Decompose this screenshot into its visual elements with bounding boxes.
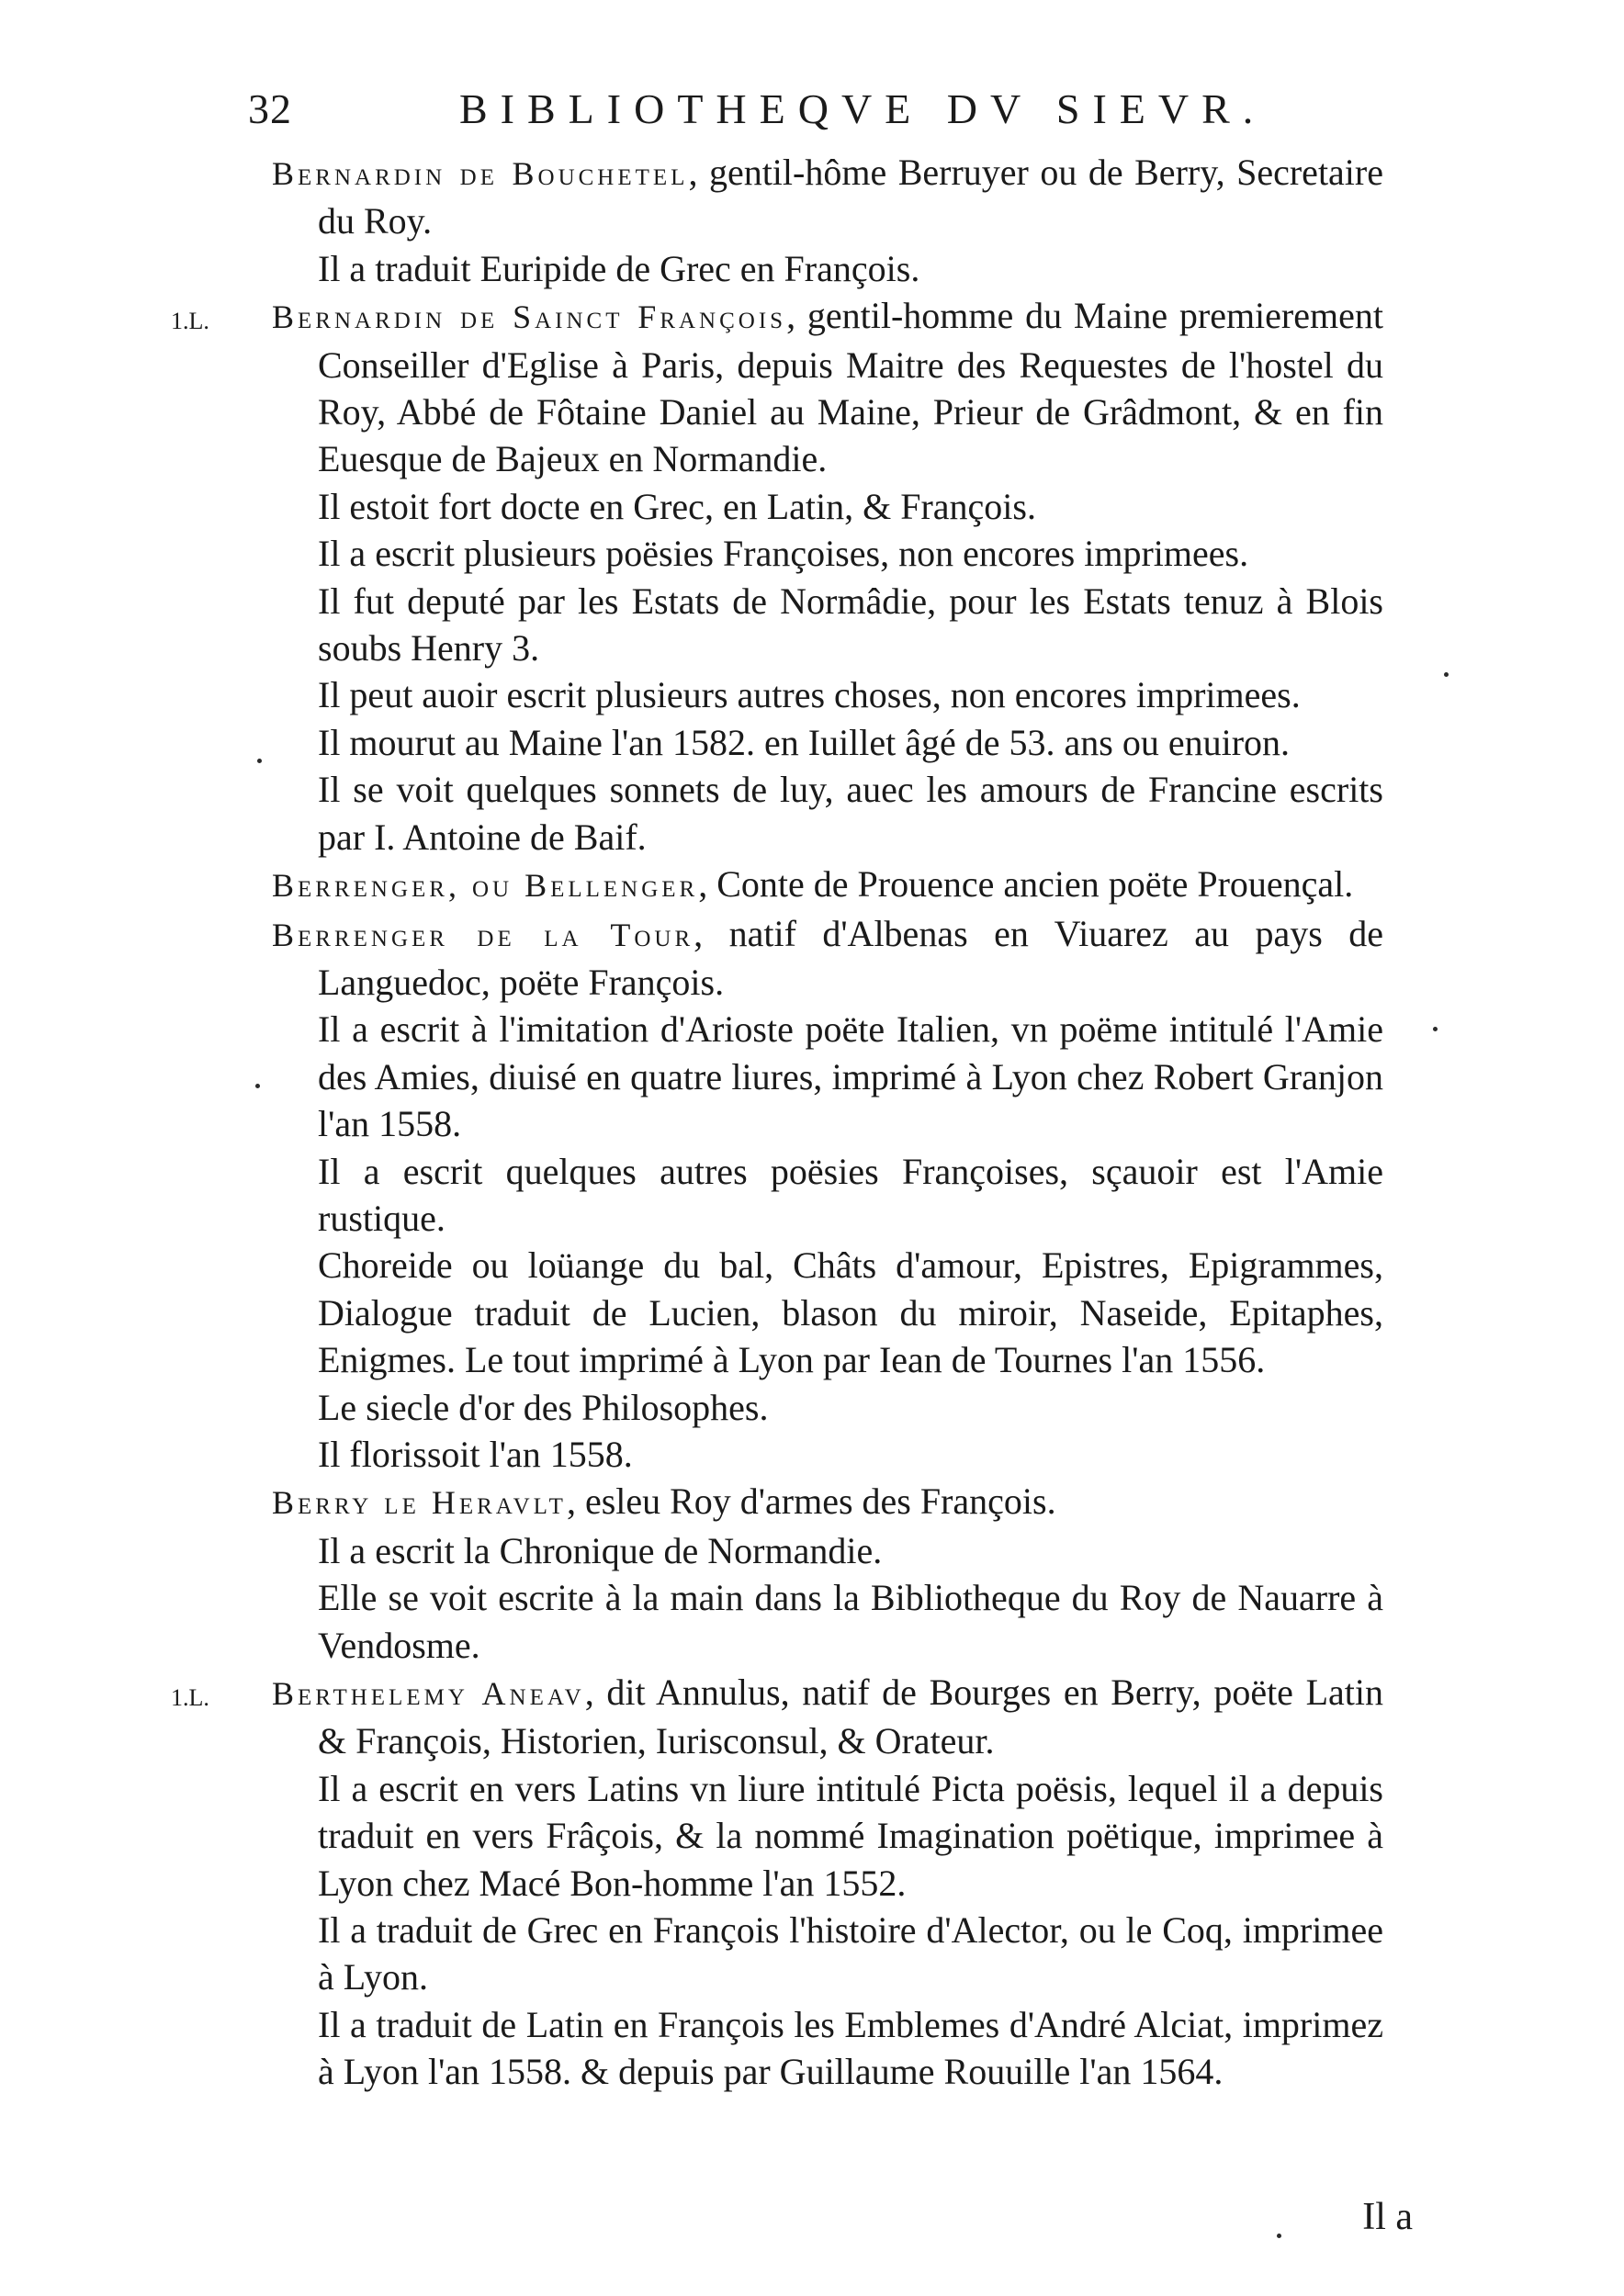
entry-berry-le-heravlt <box>272 1478 1383 1669</box>
entry-note: Il a escrit en vers Latins vn liure intitulé Picta poësis, lequel il a depuis traduit en vers Frâçois, & la nommé Imagination poëtique, imprimee à Lyon chez Macé Bon-homme l'an 1552. <box>318 1767 1383 1904</box>
author-name: Berrenger de la Tour <box>272 916 694 953</box>
entry-note: Il a traduit de Grec en François l'histoire d'Alector, ou le Coq, imprimee à Lyon. <box>318 1909 1383 1998</box>
entry-heading <box>272 910 1383 1007</box>
margin-annotation: 1.L. <box>171 1684 209 1711</box>
running-title: BIBLIOTHEQVE DV SIEVR. <box>459 85 1267 132</box>
page-number: 32 <box>248 85 292 132</box>
entry-note: Choreide ou loüange du bal, Châts d'amour, Epistres, Epigrammes, Dialogue traduit de Lucien, blason du miroir, Naseide, Epitaphes, Enigmes. Le tout imprimé à Lyon par Iean de Tournes l'an 1556. <box>318 1244 1383 1381</box>
entry-berthelemy-aneav <box>171 1669 1383 2096</box>
entry-note: Il estoit fort docte en Grec, en Latin, & François. <box>318 485 1036 527</box>
entry-heading <box>272 861 1383 909</box>
entry-heading <box>272 149 1383 245</box>
entry-description: , dit Annulus, natif de Bourges en Berry, poëte Latin & François, Historien, Iurisconsul, & Orateur. <box>318 1671 1383 1762</box>
ink-speck <box>1433 1027 1438 1031</box>
ink-speck <box>1444 672 1449 677</box>
catchword: Il a <box>1362 2196 1413 2238</box>
entry-note: Il a traduit de Latin en François les Emblemes d'André Alciat, imprimez à Lyon l'an 1558. & depuis par Guillaume Rouuille l'an 1564. <box>318 2003 1383 2093</box>
author-name: Berry le Heravlt <box>272 1484 567 1522</box>
entry-bernardin-de-bouchetel <box>272 149 1383 292</box>
entry-heading <box>272 292 1383 483</box>
entry-note: Il a escrit plusieurs poësies Françoises, non encores imprimees. <box>318 533 1249 575</box>
entry-note: Il fut deputé par les Estats de Normâdie, pour les Estats tenuz à Blois soubs Henry 3. <box>318 580 1383 670</box>
page-header <box>248 84 1405 140</box>
entry-note: Il mourut au Maine l'an 1582. en Iuillet âgé de 53. ans ou enuiron. <box>318 721 1291 763</box>
ink-speck <box>1277 2234 1281 2238</box>
main-text <box>171 149 1383 2096</box>
entry-note: Elle se voit escrite à la main dans la Bibliotheque du Roy de Nauarre à Vendosme. <box>318 1577 1383 1666</box>
ink-speck <box>257 759 262 763</box>
entry-note: Il se voit quelques sonnets de luy, auec les amours de Francine escrits par I. Antoine de Baif. <box>318 769 1383 858</box>
entry-note: Il a escrit à l'imitation d'Arioste poëte Italien, vn poëme intitulé l'Amie des Amies, diuisé en quatre liures, imprimé à Lyon chez Robert Granjon l'an 1558. <box>318 1008 1383 1145</box>
entry-bernardin-de-sainct-francois <box>171 292 1383 861</box>
entry-note: Il a escrit la Chronique de Normandie. <box>318 1529 883 1571</box>
entry-note: Il florissoit l'an 1558. <box>318 1433 633 1475</box>
entry-description: , esleu Roy d'armes des François. <box>566 1480 1056 1523</box>
entry-berrenger-ou-bellenger <box>272 861 1383 909</box>
entry-note: Il a escrit quelques autres poësies Françoises, sçauoir est l'Amie rustique. <box>318 1150 1383 1239</box>
entry-note: Il peut auoir escrit plusieurs autres choses, non encores imprimees. <box>318 674 1301 716</box>
author-name: Berthelemy Aneav <box>272 1675 585 1712</box>
margin-annotation: 1.L. <box>171 308 209 335</box>
entry-heading <box>272 1478 1383 1526</box>
entry-description: , gentil-hôme Berruyer ou de Berry, Secretaire du Roy. <box>318 152 1383 242</box>
author-name: Bernardin de Bouchetel <box>272 155 689 192</box>
entry-note: Il a traduit Euripide de Grec en François. <box>318 247 920 289</box>
entry-description: , natif d'Albenas en Viuarez au pays de Languedoc, poëte François. <box>318 912 1383 1003</box>
entry-berrenger-de-la-tour <box>272 910 1383 1479</box>
author-name: Bernardin de Sainct François <box>272 298 787 336</box>
entry-description: , Conte de Prouence ancien poëte Prouençal. <box>698 863 1354 906</box>
entry-note: Le siecle d'or des Philosophes. <box>318 1386 769 1428</box>
entry-description: , gentil-homme du Maine premierement Conseiller d'Eglise à Paris, depuis Maitre des Requestes de l'hostel du Roy, Abbé de Fôtaine Daniel au Maine, Prieur de Grâdmont, & en fin Euesque de Bajeux en Normandie. <box>318 295 1383 480</box>
ink-speck <box>255 1084 260 1088</box>
author-name: Berrenger, ou Bellenger <box>272 867 699 905</box>
entry-heading <box>272 1669 1383 1765</box>
